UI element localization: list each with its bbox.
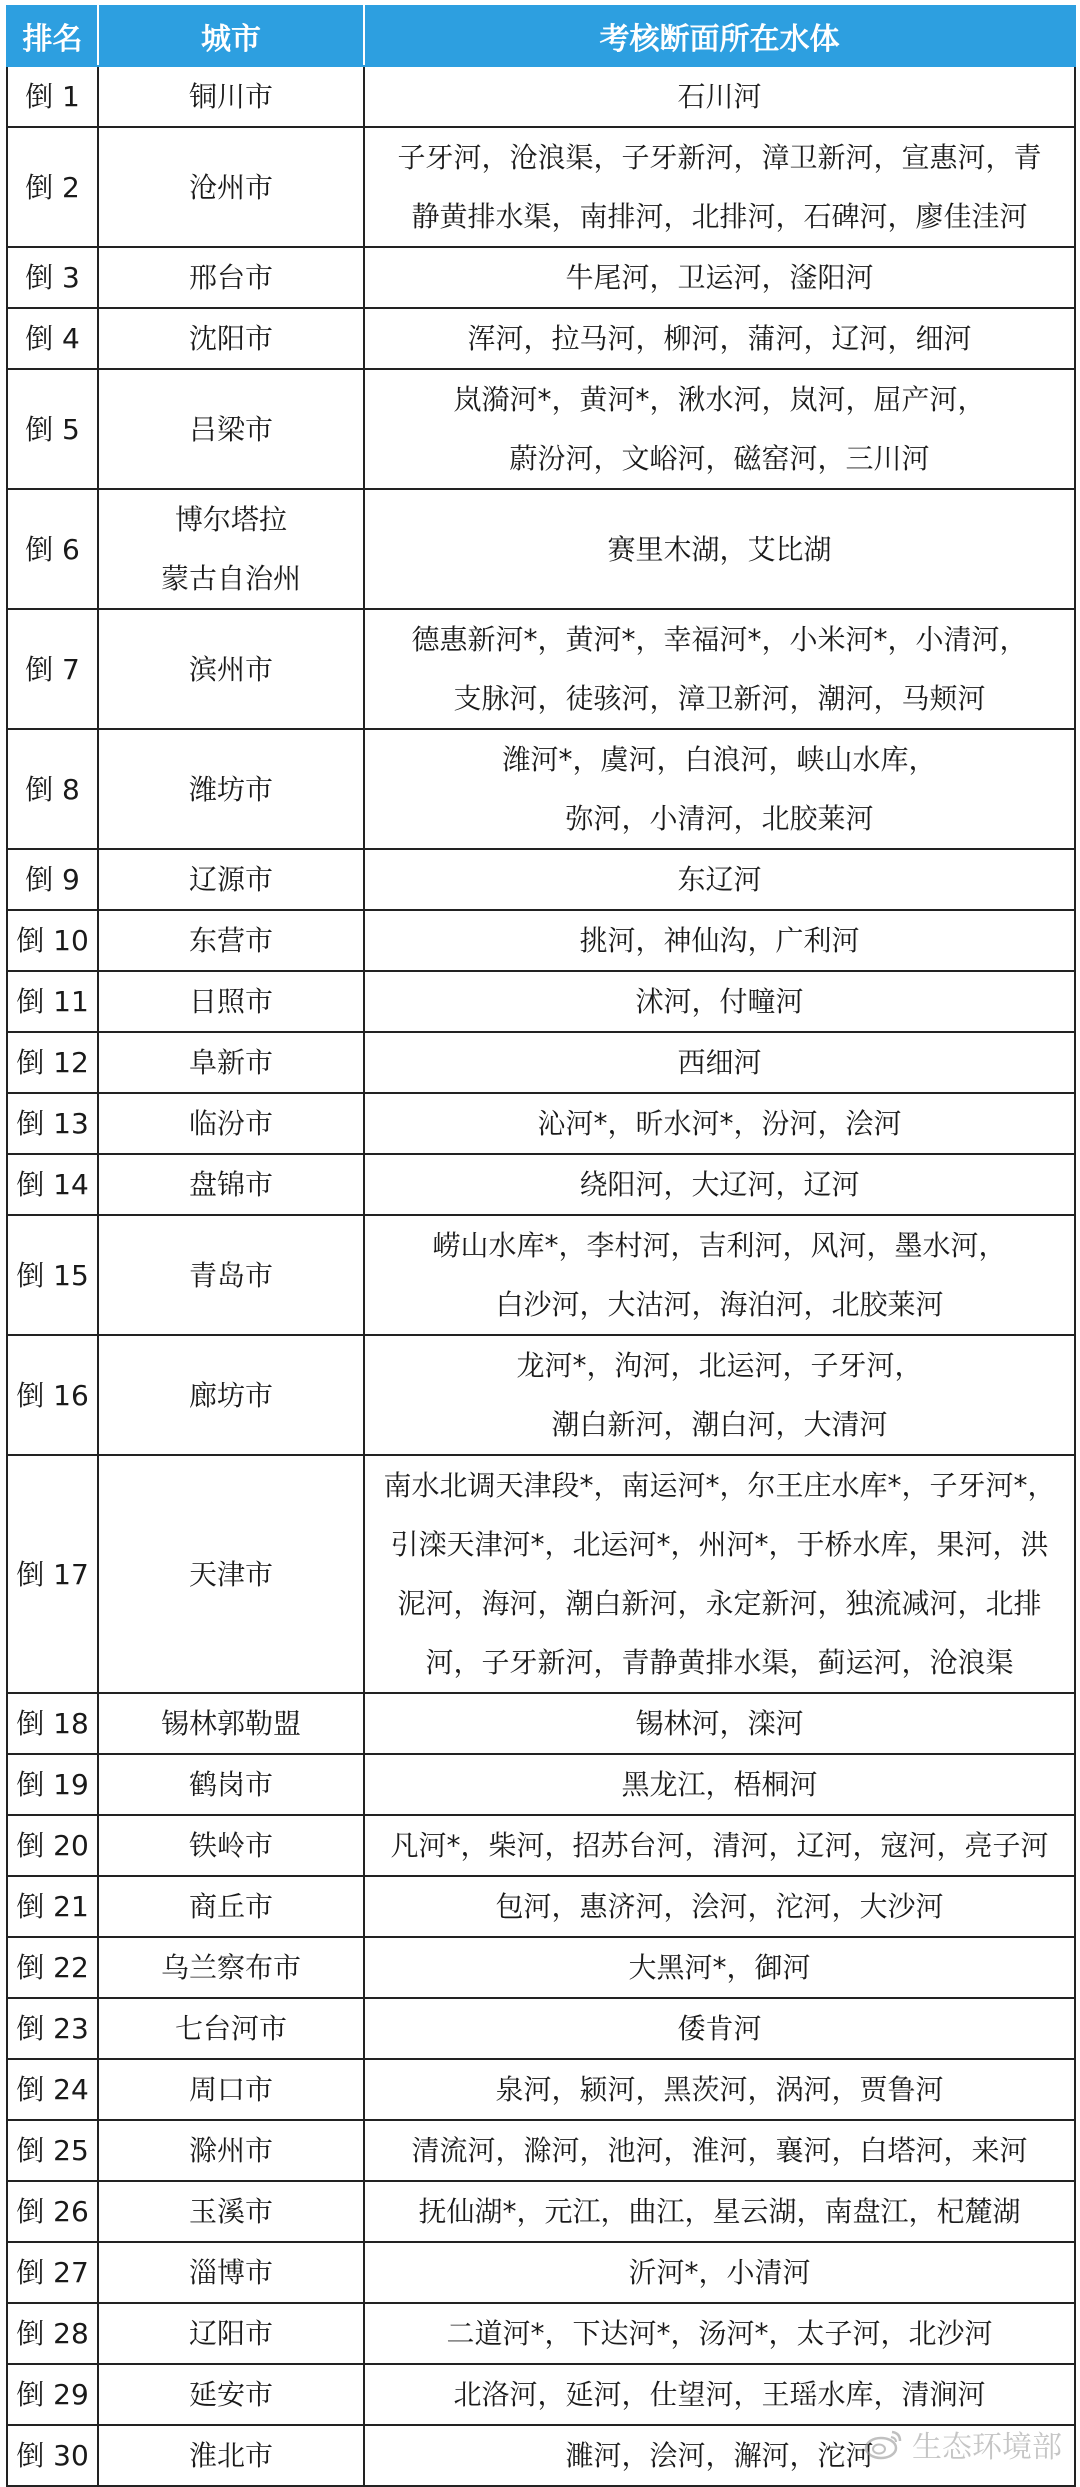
water-body-cell xyxy=(364,729,1075,849)
rank-cell: 倒 23 xyxy=(7,1998,98,2059)
table-row xyxy=(7,1876,1075,1937)
water-body-cell xyxy=(364,971,1075,1032)
table-row xyxy=(7,2242,1075,2303)
water-body-line: 北洛河，延河，仕望河，王瑶水库，清涧河 xyxy=(453,2378,986,2411)
header-rank: 排名 xyxy=(7,6,98,66)
city-name-line: 盘锦市 xyxy=(188,1168,273,1201)
water-body-cell xyxy=(364,2242,1075,2303)
water-body-cell xyxy=(364,1455,1075,1693)
water-body-line: 子牙河，沧浪渠，子牙新河，漳卫新河，宣惠河，青 xyxy=(397,141,1042,174)
city-cell xyxy=(98,369,364,489)
water-body-cell xyxy=(364,1093,1075,1154)
rank-cell: 倒 20 xyxy=(7,1815,98,1876)
water-body-line: 沭河，付疃河 xyxy=(635,985,804,1018)
city-cell xyxy=(98,2242,364,2303)
water-body-line: 倭肯河 xyxy=(677,2012,762,2045)
water-body-line: 东辽河 xyxy=(677,863,762,896)
rank-cell: 倒 18 xyxy=(7,1693,98,1754)
rank-cell: 倒 30 xyxy=(7,2425,98,2486)
water-body-line: 牛尾河，卫运河，滏阳河 xyxy=(565,261,874,294)
table-row xyxy=(7,849,1075,910)
water-body-line: 弥河，小清河，北胶莱河 xyxy=(565,802,874,835)
water-body-line: 泉河，颍河，黑茨河，涡河，贾鲁河 xyxy=(495,2073,944,2106)
city-cell xyxy=(98,1093,364,1154)
rank-cell: 倒 4 xyxy=(7,308,98,369)
water-body-cell xyxy=(364,1693,1075,1754)
city-cell xyxy=(98,247,364,308)
water-body-cell xyxy=(364,2181,1075,2242)
water-body-cell xyxy=(364,1754,1075,1815)
table-row xyxy=(7,1154,1075,1215)
rank-cell: 倒 11 xyxy=(7,971,98,1032)
water-body-cell xyxy=(364,1154,1075,1215)
rank-cell: 倒 29 xyxy=(7,2364,98,2425)
water-body-cell xyxy=(364,2364,1075,2425)
city-name-line: 铁岭市 xyxy=(188,1829,273,1862)
table-row xyxy=(7,1093,1075,1154)
table-row xyxy=(7,1215,1075,1335)
water-body-line: 引滦天津河*，北运河*，州河*，于桥水库，果河，洪 xyxy=(390,1528,1049,1561)
rank-cell: 倒 19 xyxy=(7,1754,98,1815)
rank-cell: 倒 14 xyxy=(7,1154,98,1215)
table-row xyxy=(7,1754,1075,1815)
water-body-line: 石川河 xyxy=(677,80,762,113)
water-body-cell xyxy=(364,2120,1075,2181)
city-name-line: 潍坊市 xyxy=(188,772,273,806)
rank-cell: 倒 24 xyxy=(7,2059,98,2120)
city-name-line: 日照市 xyxy=(188,985,273,1018)
city-cell xyxy=(98,1815,364,1876)
city-cell xyxy=(98,2181,364,2242)
city-cell xyxy=(98,2425,364,2486)
water-body-cell xyxy=(364,1032,1075,1093)
rank-cell: 倒 12 xyxy=(7,1032,98,1093)
water-body-line: 沁河*，昕水河*，汾河，浍河 xyxy=(537,1107,902,1140)
water-body-cell xyxy=(364,2303,1075,2364)
city-name-line: 沧州市 xyxy=(188,170,273,204)
table-header-row xyxy=(7,6,1075,66)
table-row xyxy=(7,971,1075,1032)
header-city: 城市 xyxy=(98,6,364,66)
city-name-line: 邢台市 xyxy=(188,261,273,294)
city-name-line: 滁州市 xyxy=(188,2134,273,2167)
city-name-line: 天津市 xyxy=(188,1557,273,1591)
water-body-line: 浑河，拉马河，柳河，蒲河，辽河，细河 xyxy=(467,322,972,355)
city-name-line: 滨州市 xyxy=(188,652,273,686)
water-body-line: 二道河*，下达河*，汤河*，太子河，北沙河 xyxy=(446,2317,993,2350)
rank-cell: 倒 8 xyxy=(7,729,98,849)
water-body-line: 南水北调天津段*，南运河*，尔王庄水库*，子牙河*， xyxy=(383,1469,1056,1502)
city-cell xyxy=(98,2059,364,2120)
water-body-line: 潮白新河，潮白河，大清河 xyxy=(551,1408,888,1441)
city-cell xyxy=(98,971,364,1032)
city-name-line: 锡林郭勒盟 xyxy=(160,1707,301,1740)
water-body-line: 岚漪河*，黄河*，湫水河，岚河，屈产河， xyxy=(453,383,986,416)
city-cell xyxy=(98,2364,364,2425)
table-row xyxy=(7,127,1075,247)
city-cell xyxy=(98,1693,364,1754)
city-cell xyxy=(98,729,364,849)
city-cell xyxy=(98,1455,364,1693)
water-body-cell xyxy=(364,1215,1075,1335)
table-row xyxy=(7,1455,1075,1693)
city-name-line: 乌兰察布市 xyxy=(160,1951,301,1984)
rank-cell: 倒 6 xyxy=(7,489,98,609)
water-body-cell xyxy=(364,849,1075,910)
water-body-line: 西细河 xyxy=(677,1046,762,1079)
table-row xyxy=(7,66,1075,127)
table-row xyxy=(7,1335,1075,1455)
rank-cell: 倒 5 xyxy=(7,369,98,489)
table-row xyxy=(7,308,1075,369)
table-row xyxy=(7,2181,1075,2242)
city-cell xyxy=(98,849,364,910)
rank-cell: 倒 26 xyxy=(7,2181,98,2242)
water-body-line: 德惠新河*，黄河*，幸福河*，小米河*，小清河， xyxy=(411,623,1028,656)
water-body-line: 泥河，海河，潮白新河，永定新河，独流减河，北排 xyxy=(397,1587,1042,1620)
table-row xyxy=(7,729,1075,849)
city-cell xyxy=(98,1215,364,1335)
rank-cell: 倒 27 xyxy=(7,2242,98,2303)
city-name-line: 商丘市 xyxy=(188,1890,273,1923)
water-body-cell xyxy=(364,1335,1075,1455)
city-name-line: 淮北市 xyxy=(188,2439,273,2472)
city-name-line: 阜新市 xyxy=(188,1046,273,1079)
city-cell xyxy=(98,1937,364,1998)
water-body-line: 包河，惠济河，浍河，沱河，大沙河 xyxy=(495,1890,944,1923)
rank-cell: 倒 25 xyxy=(7,2120,98,2181)
rank-cell: 倒 13 xyxy=(7,1093,98,1154)
watermark xyxy=(864,2422,1062,2466)
city-name-line: 吕梁市 xyxy=(188,412,273,446)
city-name-line: 沈阳市 xyxy=(188,322,273,355)
header-water-body: 考核断面所在水体 xyxy=(364,6,1075,66)
rank-cell: 倒 3 xyxy=(7,247,98,308)
city-name-line: 淄博市 xyxy=(188,2256,273,2289)
table-row xyxy=(7,609,1075,729)
rank-cell: 倒 17 xyxy=(7,1455,98,1693)
water-body-cell xyxy=(364,369,1075,489)
water-body-cell xyxy=(364,1998,1075,2059)
city-cell xyxy=(98,609,364,729)
city-name-line: 东营市 xyxy=(188,924,273,957)
city-name-line: 鹤岗市 xyxy=(188,1768,273,1801)
water-body-line: 赛里木湖，艾比湖 xyxy=(607,532,832,566)
city-name-line: 青岛市 xyxy=(188,1258,273,1292)
water-body-cell xyxy=(364,308,1075,369)
table-row xyxy=(7,489,1075,609)
city-name-line: 铜川市 xyxy=(188,80,273,113)
rank-cell: 倒 16 xyxy=(7,1335,98,1455)
water-body-line: 静黄排水渠，南排河，北排河，石碑河，廖佳洼河 xyxy=(411,200,1028,233)
table-row xyxy=(7,247,1075,308)
water-body-cell xyxy=(364,247,1075,308)
city-cell xyxy=(98,489,364,609)
rank-cell: 倒 10 xyxy=(7,910,98,971)
rank-cell: 倒 28 xyxy=(7,2303,98,2364)
city-cell xyxy=(98,2303,364,2364)
city-cell xyxy=(98,127,364,247)
city-name-line: 廊坊市 xyxy=(188,1378,273,1412)
rank-cell: 倒 21 xyxy=(7,1876,98,1937)
water-body-line: 濉河，浍河，澥河，沱河 xyxy=(565,2439,874,2472)
water-body-cell xyxy=(364,1937,1075,1998)
city-cell xyxy=(98,1154,364,1215)
water-body-line: 清流河，滁河，池河，淮河，襄河，白塔河，来河 xyxy=(411,2134,1028,2167)
city-name-line: 博尔塔拉 xyxy=(174,503,287,536)
water-body-cell xyxy=(364,127,1075,247)
table-row xyxy=(7,2303,1075,2364)
water-body-cell xyxy=(364,910,1075,971)
water-body-line: 黑龙江，梧桐河 xyxy=(621,1768,818,1801)
water-body-cell xyxy=(364,66,1075,127)
city-cell xyxy=(98,308,364,369)
city-cell xyxy=(98,1754,364,1815)
rank-cell: 倒 1 xyxy=(7,66,98,127)
water-body-line: 潍河*，虞河，白浪河，峡山水库， xyxy=(502,743,937,776)
rank-cell: 倒 9 xyxy=(7,849,98,910)
water-body-cell xyxy=(364,609,1075,729)
city-name-line: 周口市 xyxy=(188,2073,273,2106)
table-row xyxy=(7,1815,1075,1876)
ranking-table xyxy=(6,5,1076,2487)
city-name-line: 玉溪市 xyxy=(188,2195,273,2228)
table-row xyxy=(7,2364,1075,2425)
table-row xyxy=(7,1032,1075,1093)
water-body-line: 抚仙湖*，元江，曲江，星云湖，南盘江，杞麓湖 xyxy=(418,2195,1021,2228)
rank-cell: 倒 2 xyxy=(7,127,98,247)
city-name-line: 临汾市 xyxy=(188,1107,273,1140)
city-cell xyxy=(98,66,364,127)
water-body-cell xyxy=(364,2059,1075,2120)
water-body-cell xyxy=(364,1815,1075,1876)
city-cell xyxy=(98,910,364,971)
water-body-line: 蔚汾河，文峪河，磁窑河，三川河 xyxy=(509,442,930,475)
table-row xyxy=(7,1937,1075,1998)
city-cell xyxy=(98,1032,364,1093)
water-body-line: 大黑河*，御河 xyxy=(628,1951,811,1984)
water-body-line: 支脉河，徒骇河，漳卫新河，潮河，马颊河 xyxy=(453,682,986,715)
water-body-line: 挑河，神仙沟，广利河 xyxy=(579,924,860,957)
rank-cell: 倒 22 xyxy=(7,1937,98,1998)
table-row xyxy=(7,1693,1075,1754)
table-row xyxy=(7,1998,1075,2059)
city-name-line: 七台河市 xyxy=(174,2012,287,2045)
city-name-line: 辽阳市 xyxy=(188,2317,273,2350)
city-name-line: 蒙古自治州 xyxy=(160,562,301,595)
city-name-line: 延安市 xyxy=(188,2378,273,2411)
table-row xyxy=(7,910,1075,971)
city-cell xyxy=(98,2120,364,2181)
city-cell xyxy=(98,1335,364,1455)
city-cell xyxy=(98,1876,364,1937)
city-cell xyxy=(98,1998,364,2059)
table-row xyxy=(7,369,1075,489)
weibo-icon xyxy=(864,2428,904,2460)
rank-cell: 倒 7 xyxy=(7,609,98,729)
water-body-line: 龙河*，泃河，北运河，子牙河， xyxy=(516,1349,923,1382)
water-body-line: 凡河*，柴河，招苏台河，清河，辽河，寇河，亮子河 xyxy=(390,1829,1049,1862)
table-row xyxy=(7,2059,1075,2120)
water-body-line: 河，子牙新河，青静黄排水渠，蓟运河，沧浪渠 xyxy=(425,1646,1014,1679)
water-body-line: 绕阳河，大辽河，辽河 xyxy=(579,1168,860,1201)
water-body-cell xyxy=(364,489,1075,609)
water-body-line: 崂山水库*，李村河，吉利河，风河，墨水河， xyxy=(432,1229,1007,1262)
water-body-line: 锡林河，滦河 xyxy=(635,1707,804,1740)
water-body-line: 沂河*，小清河 xyxy=(628,2256,811,2289)
table-row xyxy=(7,2120,1075,2181)
table-body xyxy=(7,66,1075,2486)
city-name-line: 辽源市 xyxy=(188,863,273,896)
watermark-text: 生态环境部 xyxy=(912,2430,1062,2465)
water-body-line: 白沙河，大沽河，海泊河，北胶莱河 xyxy=(495,1288,944,1321)
water-body-cell xyxy=(364,1876,1075,1937)
rank-cell: 倒 15 xyxy=(7,1215,98,1335)
